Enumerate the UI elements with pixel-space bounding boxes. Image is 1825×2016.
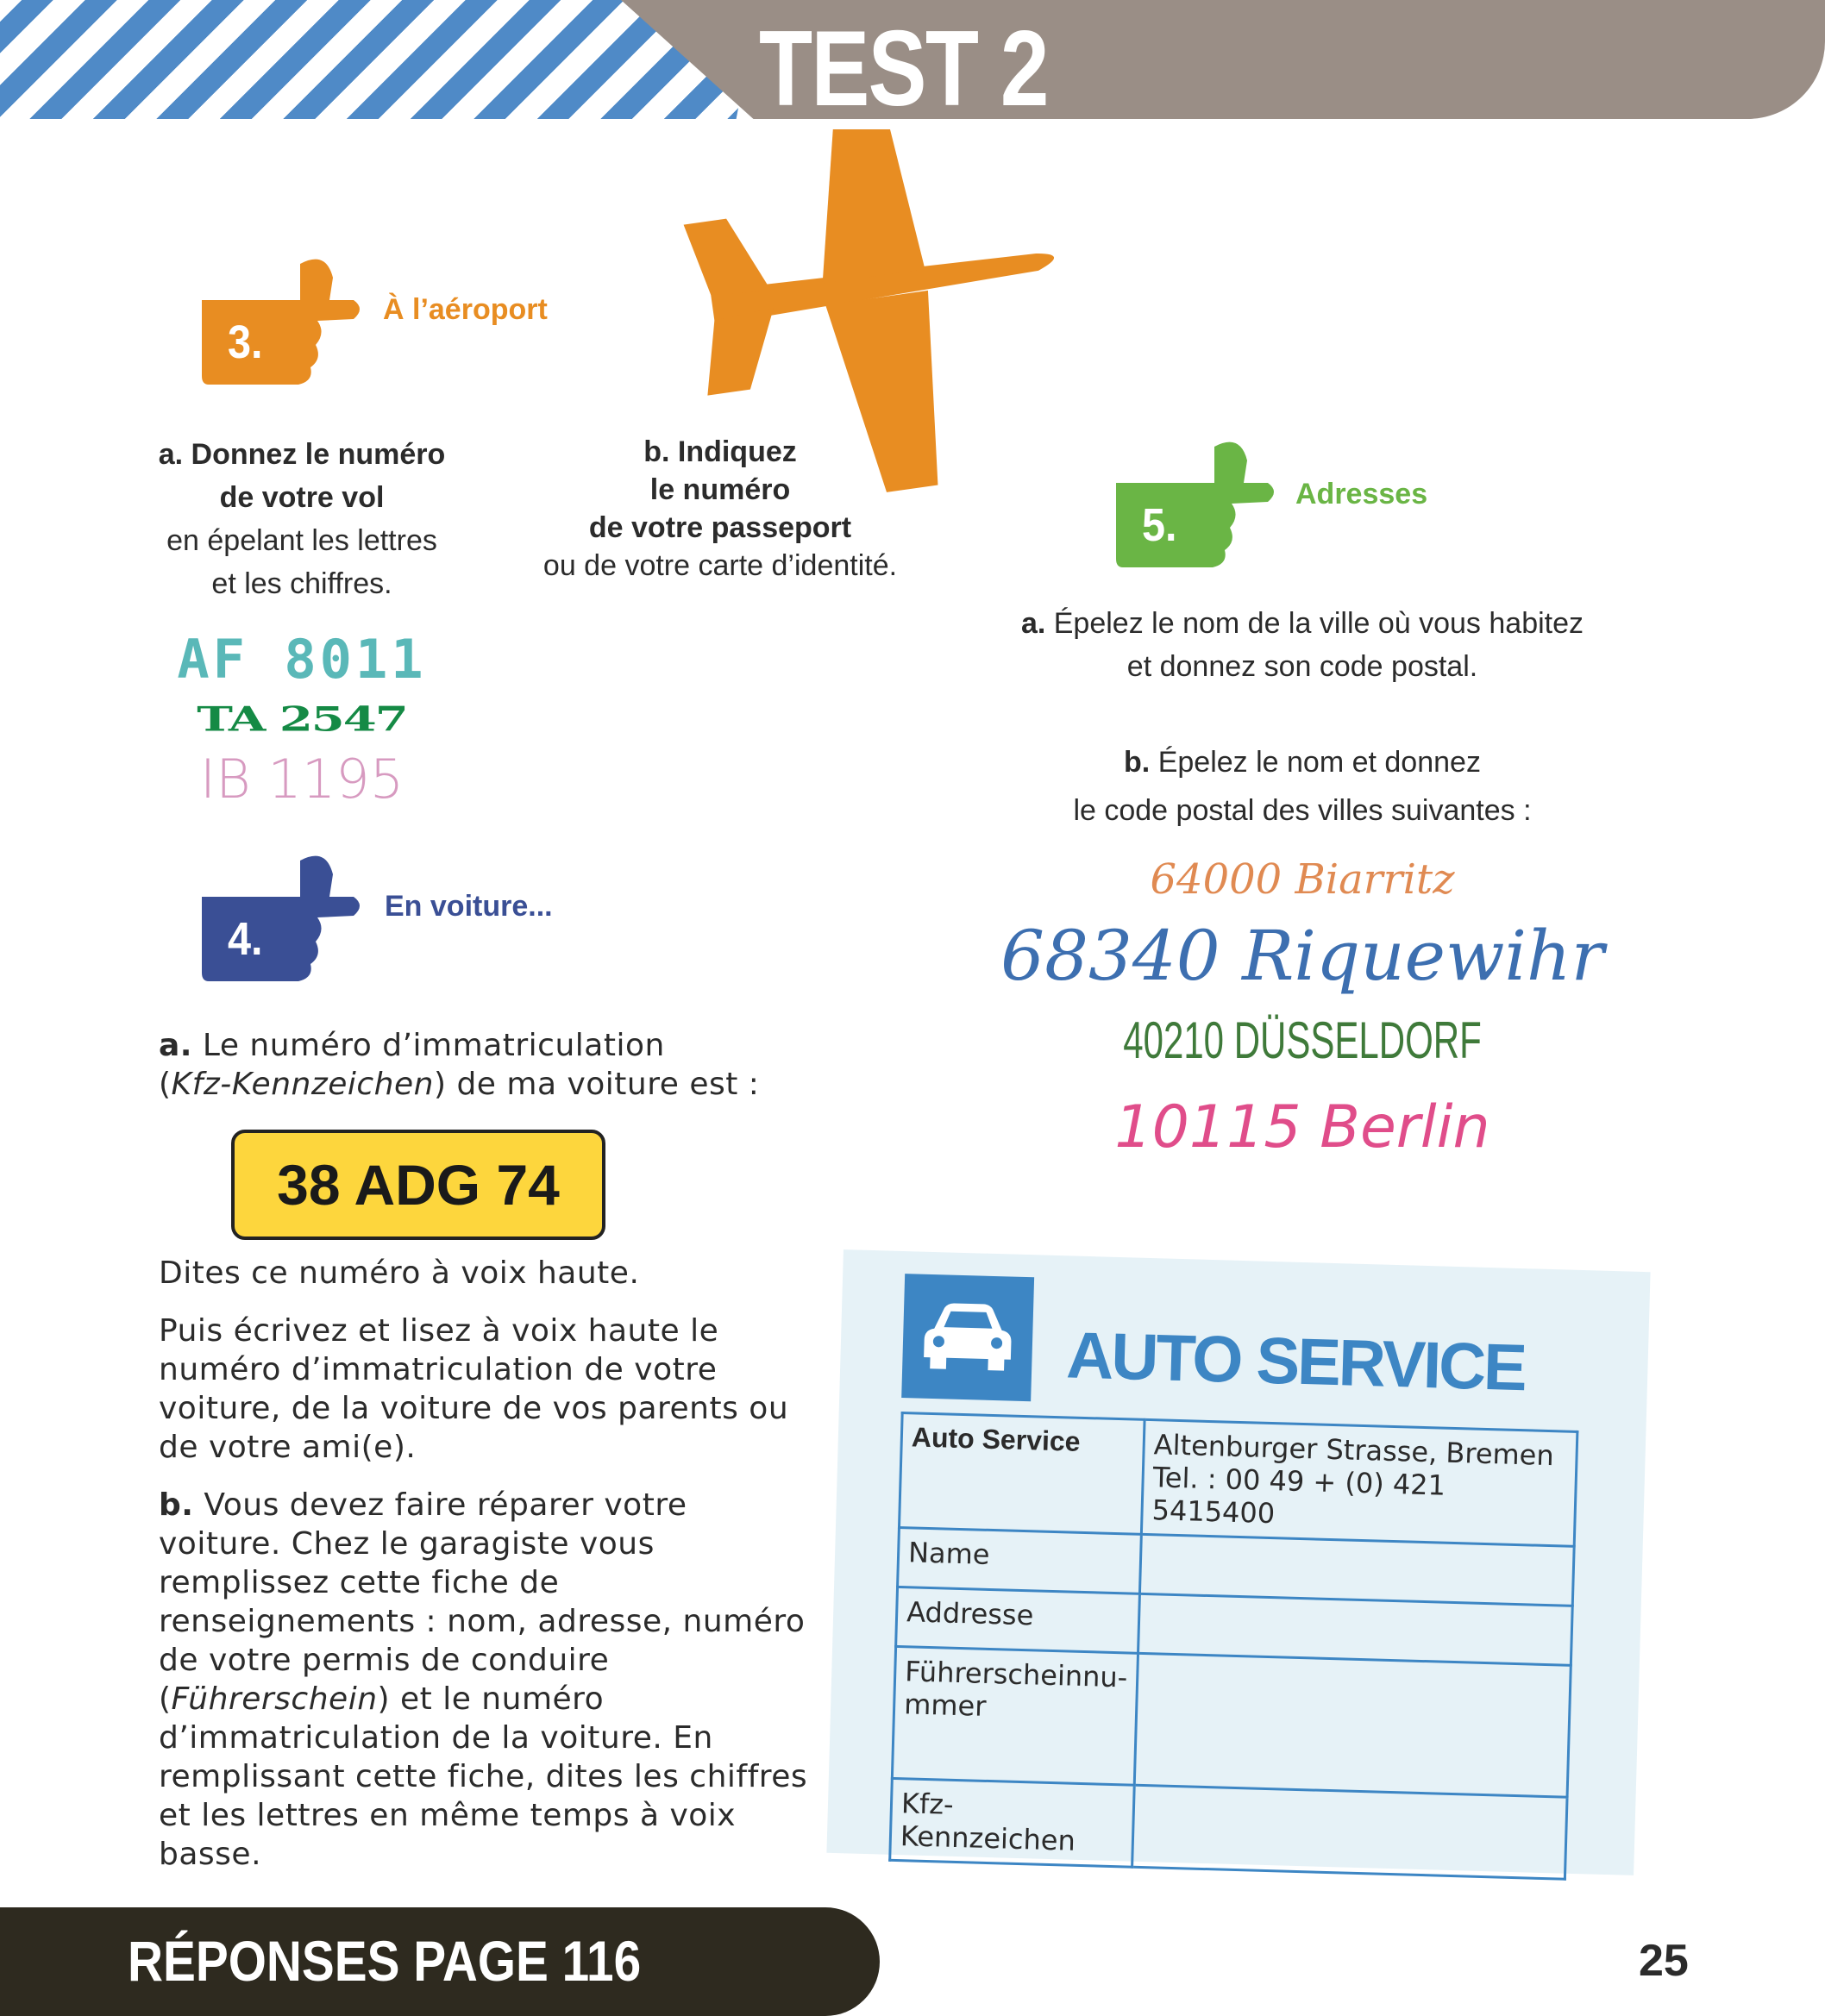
car-icon [901, 1274, 1034, 1401]
form-table [888, 1412, 1578, 1881]
form-field-licence[interactable] [1134, 1653, 1571, 1797]
section-number: 4. [228, 913, 263, 965]
instruction-5b-text: le code postal des villes suivantes : [1073, 794, 1532, 827]
instruction-3a-bold: de votre vol [219, 481, 385, 514]
instruction-4b-text: ) et le numéro d’immatriculation de la voiture. En remplissant cette fiche, dites les chiffres et les lettres en même temps à voix basse. [159, 1681, 808, 1872]
instruction-4a-text: Le numéro d’immatriculation [191, 1028, 665, 1063]
form-label-address: Addresse [896, 1587, 1140, 1653]
form-address-line: Altenburger Strasse, Bremen [1153, 1428, 1555, 1473]
label-a: a. [159, 1028, 192, 1063]
city-item: 64000 Biarritz [1150, 855, 1455, 904]
paragraph: Dites ce numéro à voix haute. [159, 1255, 640, 1291]
instruction-3b-text: ou de votre carte d’identité. [542, 549, 898, 582]
section-number: 3. [228, 316, 263, 368]
paragraph-4b [159, 1486, 814, 1874]
auto-service-form [826, 1249, 1650, 1875]
table-row [899, 1413, 1577, 1547]
form-field-plate[interactable] [1132, 1785, 1567, 1879]
instruction-3b [526, 433, 914, 585]
instruction-5a-text: et donnez son code postal. [1126, 650, 1478, 683]
form-header-label: Auto Service [899, 1413, 1145, 1535]
city-item: 40210 DÜSSELDORF [1123, 1011, 1482, 1069]
pointing-hand-icon [197, 852, 361, 999]
instruction-5a-text: Épelez le nom de la ville où vous habitez [1045, 607, 1584, 640]
instruction-3a-bold: a. Donnez le numéro [158, 438, 446, 471]
section-title-airport: À l’aéroport [383, 293, 548, 326]
instruction-3b-bold: b. Indiquez [643, 435, 797, 468]
instruction-3a-text: en épelant les lettres [166, 524, 437, 557]
section-title-addresses: Adresses [1295, 478, 1428, 510]
answers-reference: RÉPONSES PAGE 116 [128, 1929, 642, 1993]
section-number: 5. [1142, 499, 1177, 551]
instruction-3b-bold: de votre passeport [588, 511, 852, 544]
flight-number: IB 1195 [199, 748, 405, 811]
city-list [975, 855, 1630, 1171]
instruction-4a-text: ) de ma voiture est : [433, 1067, 760, 1102]
flight-number: TA 2547 [197, 698, 407, 740]
pointing-hand-icon [1111, 438, 1275, 585]
instruction-4-body [159, 1254, 814, 1893]
fuehrerschein-term: Führerschein [171, 1681, 378, 1717]
city-item: 68340 Riquewihr [1000, 916, 1604, 996]
pointing-hand-icon [197, 255, 361, 402]
form-address-line: Tel. : 00 49 + (0) 421 5415400 [1151, 1461, 1446, 1531]
instruction-4b-text: Vous devez faire réparer votre voiture. Chez le garagiste vous remplissez cette fiche de renseignements : nom, adresse, numéro de votre permis de conduire ( [159, 1487, 806, 1717]
page-number: 25 [1639, 1936, 1689, 1986]
instruction-3a-text: et les chiffres. [211, 567, 392, 600]
form-label-name: Name [898, 1527, 1142, 1593]
instruction-3b-bold: le numéro [649, 473, 791, 506]
section-title-car: En voiture... [385, 890, 553, 923]
flight-list [121, 628, 483, 811]
license-plate: 38 ADG 74 [231, 1130, 605, 1240]
form-address [1141, 1419, 1577, 1546]
instruction-3a [121, 433, 483, 605]
form-label-plate: Kfz-Kennzeichen [890, 1778, 1135, 1867]
form-label-licence: Führerscheinnu- mmer [892, 1646, 1138, 1785]
instruction-5b-text: Épelez le nom et donnez [1150, 746, 1481, 779]
city-item: 10115 Berlin [1114, 1093, 1490, 1161]
paren-open: ( [159, 1067, 172, 1102]
instruction-5b [975, 738, 1630, 835]
page-title: TEST 2 [759, 16, 1048, 119]
form-title: AUTO SERVICE [1065, 1318, 1526, 1406]
table-row [892, 1646, 1571, 1797]
label-b: b. [1124, 746, 1151, 779]
flight-number: AF 8011 [177, 628, 427, 691]
instruction-4a [159, 1026, 814, 1104]
kfz-term: Kfz-Kennzeichen [171, 1067, 434, 1102]
label-a: a. [1020, 607, 1046, 640]
label-b: b. [159, 1487, 194, 1523]
instruction-5a [975, 602, 1630, 688]
paragraph: Puis écrivez et lisez à voix haute le numéro d’immatriculation de votre voiture, de la voiture de vos parents ou de votre ami(e). [159, 1313, 789, 1465]
